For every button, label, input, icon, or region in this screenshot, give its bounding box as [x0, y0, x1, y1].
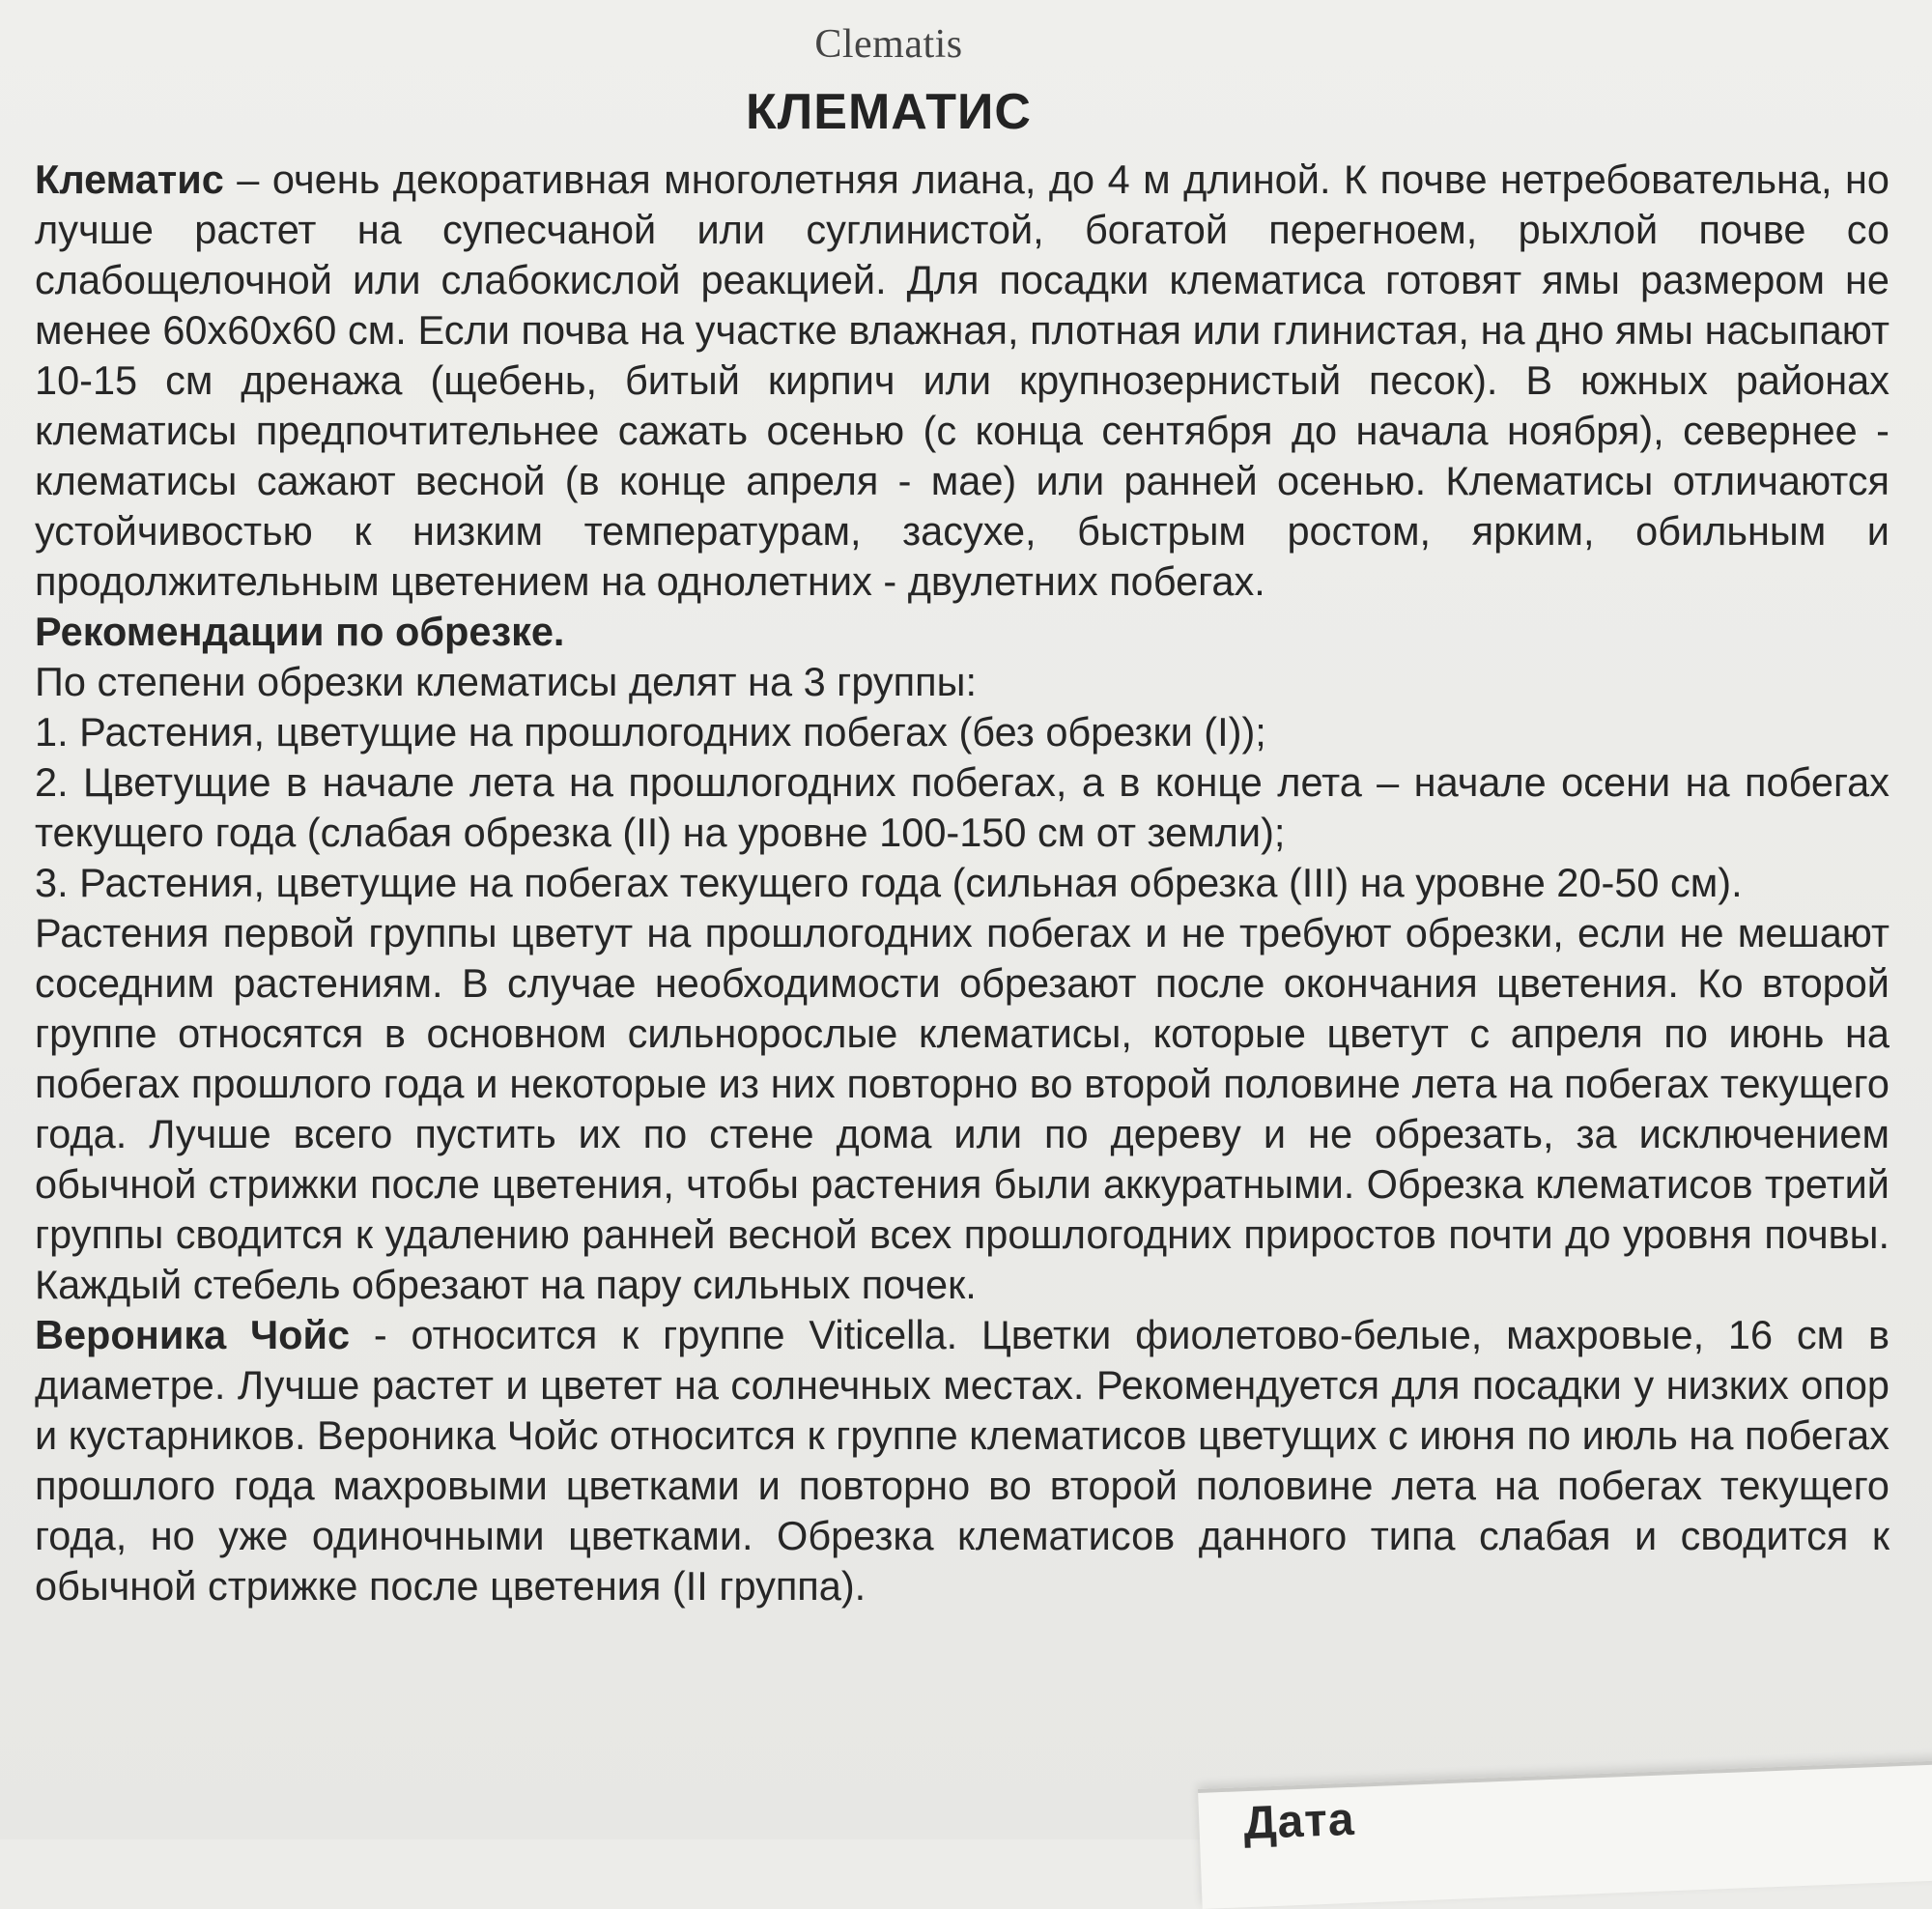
- intro-paragraph: [35, 155, 1889, 607]
- variety-paragraph: [35, 1310, 1889, 1611]
- variety-name: Вероника Чойс: [35, 1312, 351, 1357]
- pruning-lead: По степени обрезки клематисы делят на 3 группы:: [35, 659, 977, 704]
- corner-label-text: Дата: [1242, 1793, 1356, 1850]
- page-title: КЛЕМАТИС: [746, 84, 1032, 140]
- pruning-group-1: 1. Растения, цветущие на прошлогодних побегах (без обрезки (I));: [35, 709, 1266, 755]
- pruning-details: Растения первой группы цветут на прошлогодних побегах и не требуют обрезки, если не мешают соседним растениям. В случае необходимости обрезают после окончания цветения. Ко второй группе относятся в основном сильнорослые клематисы, которые цветут с апреля по июнь на побегах прошлого года и некоторые из них повторно во второй половине лета на побегах текущего года. Лучше всего пустить их по стене дома или по дереву и не обрезать, за исключением обычной стрижки после цветения, чтобы растения были аккуратными. Обрезка клематисов третий группы сводится к удалению ранней весной всех прошлогодних приростов почти до уровня почвы. Каждый стебель обрезают на пару сильных почек.: [35, 910, 1889, 1307]
- description-body: [35, 155, 1889, 1611]
- intro-text: – очень декоративная многолетняя лиана, до 4 м длиной. К почве нетребовательна, но лучше растет на супесчаной или суглинистой, богатой перегноем, рыхлой почве со слабощелочной или слабокислой реакцией. Для посадки клематиса готовят ямы размером не менее 60х60х60 см. Если почва на участке влажная, плотная или глинистая, на дно ямы насыпают 10-15 см дренажа (щебень, битый кирпич или крупнозернистый песок). В южных районах клематисы предпочтительнее сажать осенью (с конца сентября до начала ноября), севернее - клематисы сажают весной (в конце апреля - мае) или ранней осенью. Клематисы отличаются устойчивостью к низким температурам, засухе, быстрым ростом, ярким, обильным и продолжительным цветением на однолетних - двулетних побегах.: [35, 157, 1889, 604]
- pruning-group-3: 3. Растения, цветущие на побегах текущего года (сильная обрезка (III) на уровне 20-50 см).: [35, 860, 1743, 905]
- pruning-heading: Рекомендации по обрезке.: [35, 609, 565, 654]
- latin-title: Clematis: [814, 22, 963, 67]
- variety-text: - относится к группе Viticella. Цветки фиолетово-белые, махровые, 16 см в диаметре. Лучше растет и цветет на солнечных местах. Рекомендуется для посадки у низких опор и кустарников. Вероника Чойс относится к группе клематисов цветущих с июня по июль на побегах прошлого года махровыми цветками и повторно во второй половине лета на побегах текущего года, но уже одиночными цветками. Обрезка клематисов данного типа слабая и сводится к обычной стрижке после цветения (II группа).: [35, 1312, 1889, 1609]
- pruning-group-2: 2. Цветущие в начале лета на прошлогодних побегах, а в конце лета – начале осени на побегах текущего года (слабая обрезка (II) на уровне 100-150 см от земли);: [35, 759, 1889, 855]
- overlapping-label-corner: [1198, 1759, 1932, 1909]
- intro-term: Клематис: [35, 157, 224, 202]
